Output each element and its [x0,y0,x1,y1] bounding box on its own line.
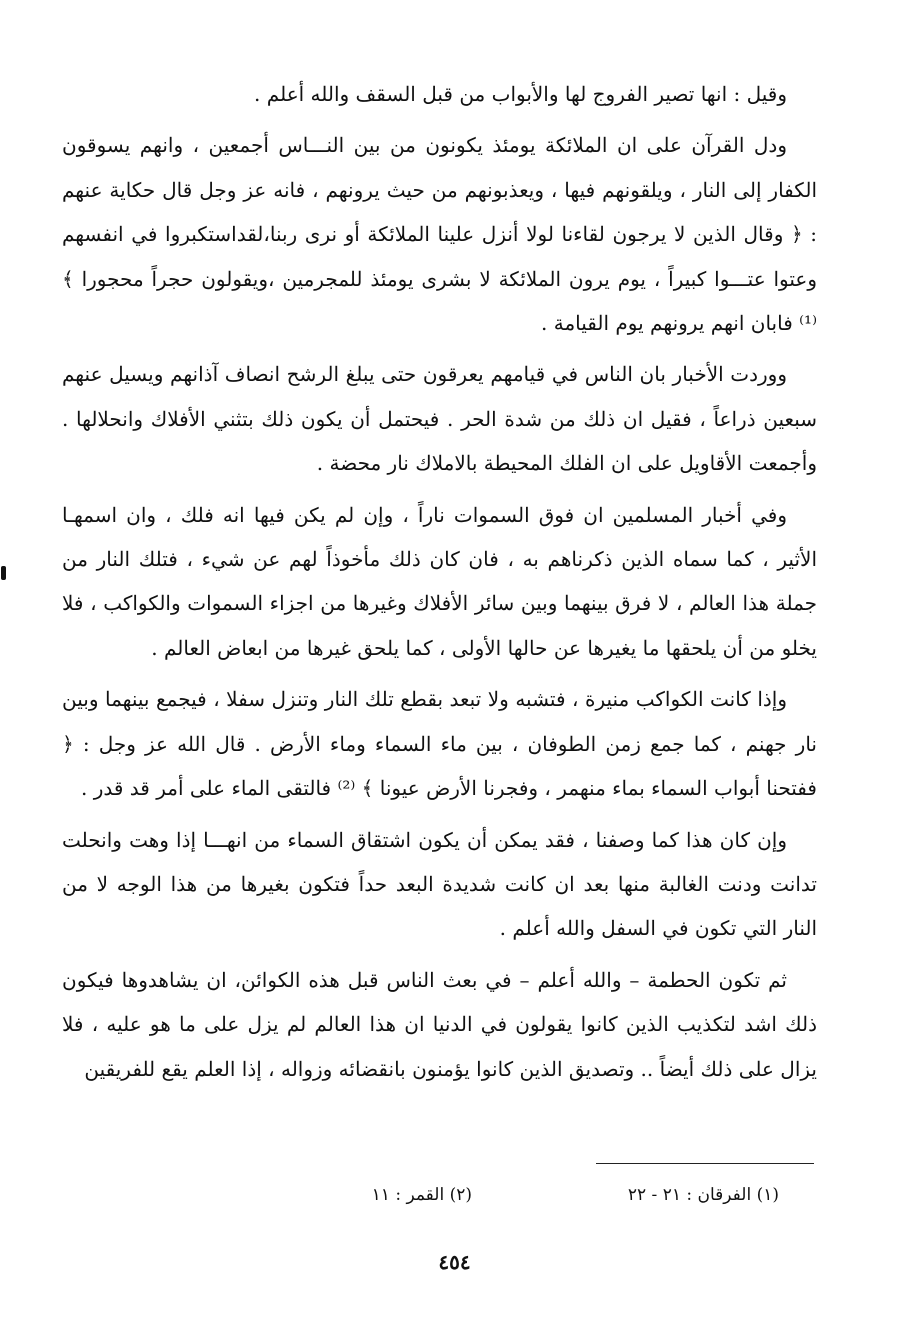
margin-mark [1,566,6,580]
paragraph-2: ودل القرآن على ان الملائكة يومئذ يكونون من بين النـــاس أجمعين ، وانهم يسوقون الكفار إلى النار ، ويلقونهم فيها ، ويعذبونهم من حيث يرونهم ، فانه عز وجل قال حكاية عنهم : ﴿ وقال الذين لا يرجون لقاءنا لولا أنزل علينا الملائكة أو نرى ربنا،لقداستكبروا في انفسهم وعتوا عتـــوا كبيراً ، يوم يرون الملائكة لا بشرى يومئذ للمجرمين ،ويقولون حجراً محجورا ﴾ ⁽¹⁾ فابان انهم يرونهم يوم القيامة . [62,133,817,336]
paragraph-5: وإذا كانت الكواكب منيرة ، فتشبه ولا تبعد بقطع تلك النار وتنزل سفلا ، فيجمع بينهما وبين نار جهنم ، كما جمع زمن الطوفان ، بين ماء السماء وماء الأرض . قال الله عز وجل : ﴿ ففتحنا أبواب السماء بماء منهمر ، وفجرنا الأرض عيونا ﴾ ⁽²⁾ فالتقى الماء على أمر قد قدر . [62,687,817,801]
paragraph-6: وإن كان هذا كما وصفنا ، فقد يمكن أن يكون اشتقاق السماء من انهـــا إذا وهت وانحلت تدانت ودنت الغالبة منها بعد ان كانت شديدة البعد حداً فتكون بغيرها من هذا الوجه لا من النار التي تكون في السفل والله أعلم . [62,827,817,941]
paragraph-1: وقيل : انها تصير الفروج لها والأبواب من قبل السقف والله أعلم . [254,82,787,106]
footnote-1: (١) الفرقان : ٢١ - ٢٢ [627,1185,779,1205]
page-number: ٤٥٤ [438,1250,471,1274]
paragraph-3: ووردت الأخبار بان الناس في قيامهم يعرقون حتى يبلغ الرشح انصاف آذانهم ويسيل عنهم سبعين ذراعاً ، فقيل ان ذلك من شدة الحر . فيحتمل أن يكون ذلك بتثني الأفلاك وانحلالها . وأجمعت الأقاويل على ان الفلك المحيطة بالاملاك نار محضة . [62,362,817,476]
footnote-divider [596,1163,814,1164]
paragraph-7: ثم تكون الحطمة – والله أعلم – في بعث الناس قبل هذه الكوائن، ان يشاهدوها فيكون ذلك اشد لتكذيب الذين كانوا يقولون في الدنيا ان هذا العالم لم يزل على ما هو عليه ، فلا يزال على ذلك أيضاً .. وتصديق الذين كانوا يؤمنون بانقضائه وزواله ، إذا العلم يقع للفريقين [62,967,817,1081]
main-text [62,72,817,1098]
footnote-2: (٢) القمر : ١١ [371,1185,472,1205]
paragraph-4: وفي أخبار المسلمين ان فوق السموات ناراً ، وإن لم يكن فيها انه فلك ، وان اسمهـا الأثير ، كما سماه الذين ذكرناهم به ، فان كان ذلك مأخوذاً لهم عن شيء ، فتلك النار من جملة هذا العالم ، لا فرق بينهما وبين سائر الأفلاك وغيرها من اجزاء السموات والكواكب ، فلا يخلو من أن يلحقها ما يغيرها عن حالها الأولى ، كما يلحق غيرها من ابعاض العالم . [62,502,817,660]
